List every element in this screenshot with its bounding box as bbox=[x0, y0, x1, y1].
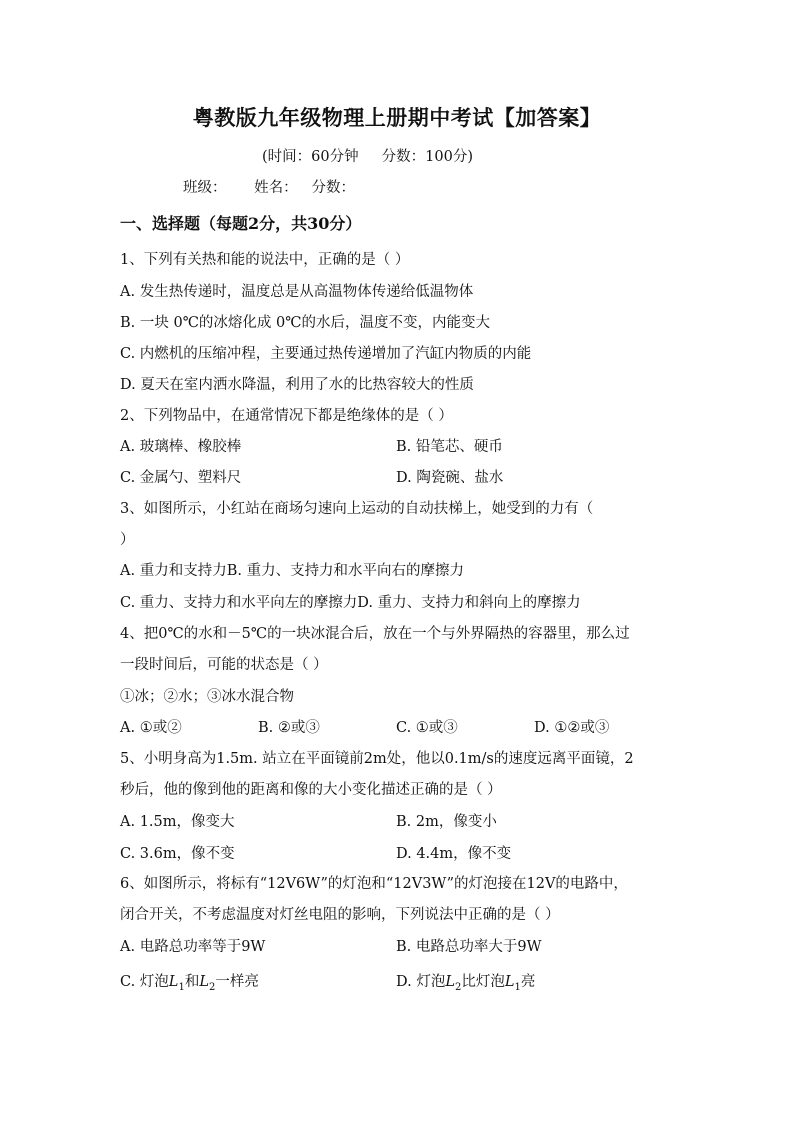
question-2-option-a: A. 玻璃棒、橡胶棒 bbox=[120, 439, 242, 455]
question-1-option-c: C. 内燃机的压缩冲程，主要通过热传递增加了汽缸内物质的内能 bbox=[120, 346, 532, 362]
question-4-option-c: C. ①或③ bbox=[396, 720, 458, 736]
option-c-prefix: C. 灯泡 bbox=[120, 974, 169, 990]
question-1-option-a: A. 发生热传递时，温度总是从高温物体传递给低温物体 bbox=[120, 284, 474, 300]
question-3-stem-line1: 3、如图所示，小红站在商场匀速向上运动的自动扶梯上，她受到的力有（ bbox=[120, 501, 594, 517]
option-d-mid: 比灯泡 bbox=[461, 974, 505, 990]
question-6-option-c bbox=[120, 970, 259, 993]
option-c-mid: 和 bbox=[184, 974, 200, 990]
question-4-option-a: A. ①或② bbox=[120, 720, 182, 736]
question-2-option-d: D. 陶瓷碗、盐水 bbox=[396, 470, 504, 486]
question-2-option-b: B. 铅笔芯、硬币 bbox=[396, 439, 503, 455]
lamp-subscript: 2 bbox=[208, 981, 216, 993]
question-5-stem-line1: 5、小明身高为1.5m. 站立在平面镜前2m处，他以0.1m/s的速度远离平面镜，2 bbox=[120, 751, 634, 767]
question-2-option-c: C. 金属勺、塑料尺 bbox=[120, 470, 242, 486]
question-5-option-b: B. 2m，像变小 bbox=[396, 814, 497, 830]
question-3-options-cd: C. 重力、支持力和水平向左的摩擦力D. 重力、支持力和斜向上的摩擦力 bbox=[120, 595, 581, 611]
lamp-symbol: L bbox=[199, 974, 209, 990]
question-4-stem-line1: 4、把0℃的水和－5℃的一块冰混合后，放在一个与外界隔热的容器里，那么过 bbox=[120, 626, 630, 642]
lamp-subscript: 1 bbox=[178, 981, 185, 993]
question-3-options-ab: A. 重力和支持力B. 重力、支持力和水平向右的摩擦力 bbox=[120, 563, 465, 579]
question-6-option-d bbox=[396, 970, 535, 993]
exam-time-score: (时间：60分钟 分数：100分) bbox=[262, 149, 473, 165]
question-6-option-b: B. 电路总功率大于9W bbox=[396, 939, 542, 955]
lamp-symbol: L bbox=[168, 974, 179, 990]
question-4-option-d: D. ①②或③ bbox=[534, 720, 610, 736]
lamp-subscript: 2 bbox=[454, 981, 462, 993]
question-5-option-c: C. 3.6m，像不变 bbox=[120, 846, 235, 862]
lamp-symbol: L bbox=[504, 974, 515, 990]
option-d-prefix: D. 灯泡 bbox=[396, 974, 446, 990]
student-info-line: 班级： 姓名： 分数： bbox=[183, 180, 355, 196]
question-5-option-d: D. 4.4m，像不变 bbox=[396, 846, 512, 862]
question-6-stem-line1: 6、如图所示，将标有“12V6W”的灯泡和“12V3W”的灯泡接在12V的电路中， bbox=[120, 876, 628, 892]
page-title: 粤教版九年级物理上册期中考试【加答案】 bbox=[192, 105, 602, 130]
question-6-option-a: A. 电路总功率等于9W bbox=[120, 939, 266, 955]
option-c-suffix: 一样亮 bbox=[215, 974, 259, 990]
lamp-subscript: 1 bbox=[514, 981, 521, 993]
section-heading: 一、选择题（每题2分，共30分） bbox=[120, 214, 362, 233]
question-4-stem-line2: 一段时间后，可能的状态是（ ） bbox=[120, 657, 328, 673]
question-5-stem-line2: 秒后，他的像到他的距离和像的大小变化描述正确的是（ ） bbox=[120, 782, 502, 798]
question-2-stem: 2、下列物品中，在通常情况下都是绝缘体的是（ ） bbox=[120, 408, 453, 424]
question-5-option-a: A. 1.5m，像变大 bbox=[120, 814, 235, 830]
question-3-stem-line2: ） bbox=[120, 532, 135, 548]
question-4-states: ①冰；②水；③冰水混合物 bbox=[120, 689, 294, 705]
question-1-option-b: B. 一块 0℃的冰熔化成 0℃的水后，温度不变，内能变大 bbox=[120, 315, 490, 331]
option-d-suffix: 亮 bbox=[520, 974, 536, 990]
question-1-stem: 1、下列有关热和能的说法中，正确的是（ ） bbox=[120, 252, 410, 268]
lamp-symbol: L bbox=[445, 974, 455, 990]
question-4-option-b: B. ②或③ bbox=[258, 720, 320, 736]
question-1-option-d: D. 夏天在室内洒水降温，利用了水的比热容较大的性质 bbox=[120, 377, 474, 393]
question-6-stem-line2: 闭合开关，不考虑温度对灯丝电阻的影响，下列说法中正确的是（ ） bbox=[120, 907, 560, 923]
